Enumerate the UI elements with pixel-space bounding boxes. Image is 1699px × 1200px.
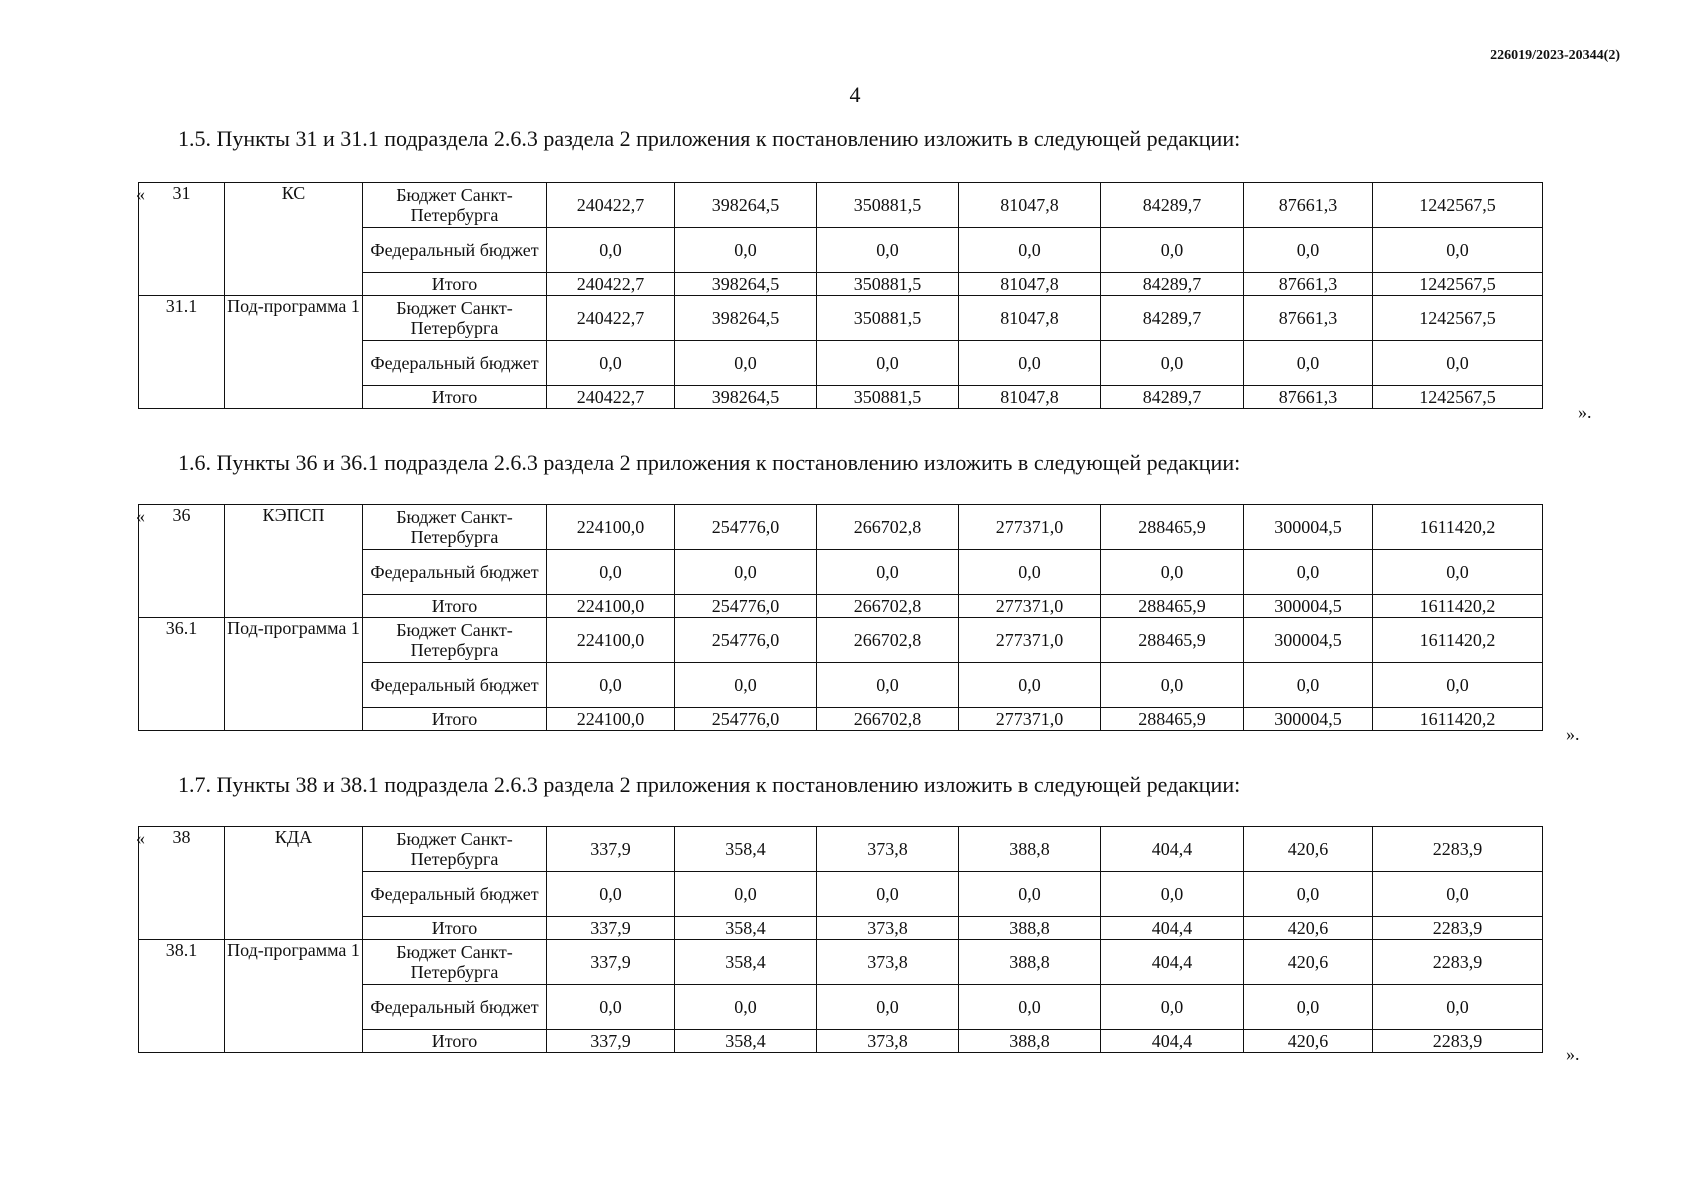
year-value: 0,0: [817, 341, 959, 386]
document-id: 226019/2023-20344(2): [1490, 48, 1620, 63]
year-value: 398264,5: [675, 273, 817, 296]
year-value: 0,0: [1101, 228, 1244, 273]
year-value: 81047,8: [959, 273, 1101, 296]
budget-table: [138, 504, 1543, 731]
executor-name: Под-программа 1: [225, 940, 363, 1053]
funding-source: Бюджет Санкт-Петербурга: [363, 296, 547, 341]
funding-source: Федеральный бюджет: [363, 228, 547, 273]
table-row: [139, 827, 1543, 872]
year-value: 0,0: [1244, 550, 1373, 595]
year-value: 373,8: [817, 940, 959, 985]
total-value: 1242567,5: [1373, 183, 1543, 228]
executor-name: КЭПСП: [225, 505, 363, 618]
open-quote-1-7: «: [136, 828, 145, 848]
year-value: 0,0: [675, 985, 817, 1030]
total-value: 2283,9: [1373, 827, 1543, 872]
section-heading-1-6: 1.6. Пункты 36 и 36.1 подраздела 2.6.3 раздела 2 приложения к постановлению изложить в следующей редакции:: [178, 450, 1241, 475]
year-value: 0,0: [1101, 550, 1244, 595]
total-value: 1611420,2: [1373, 505, 1543, 550]
executor-name: КДА: [225, 827, 363, 940]
year-value: 0,0: [675, 341, 817, 386]
table-1-5: [138, 182, 1543, 409]
year-value: 358,4: [675, 827, 817, 872]
table-row: [139, 940, 1543, 985]
year-value: 0,0: [817, 872, 959, 917]
funding-source: Бюджет Санкт-Петербурга: [363, 827, 547, 872]
executor-name: Под-программа 1: [225, 618, 363, 731]
executor-name: Под-программа 1: [225, 296, 363, 409]
year-value: 84289,7: [1101, 273, 1244, 296]
year-value: 398264,5: [675, 296, 817, 341]
year-value: 404,4: [1101, 827, 1244, 872]
year-value: 87661,3: [1244, 273, 1373, 296]
table-row: [139, 505, 1543, 550]
year-value: 0,0: [1101, 663, 1244, 708]
year-value: 277371,0: [959, 505, 1101, 550]
year-value: 0,0: [959, 872, 1101, 917]
year-value: 0,0: [817, 663, 959, 708]
year-value: 388,8: [959, 1030, 1101, 1053]
year-value: 0,0: [959, 985, 1101, 1030]
funding-source: Федеральный бюджет: [363, 985, 547, 1030]
year-value: 0,0: [547, 985, 675, 1030]
year-value: 288465,9: [1101, 618, 1244, 663]
year-value: 0,0: [675, 663, 817, 708]
year-value: 240422,7: [547, 183, 675, 228]
year-value: 420,6: [1244, 917, 1373, 940]
year-value: 398264,5: [675, 386, 817, 409]
year-value: 288465,9: [1101, 505, 1244, 550]
year-value: 373,8: [817, 917, 959, 940]
year-value: 420,6: [1244, 1030, 1373, 1053]
open-quote-1-5: «: [136, 184, 145, 204]
year-value: 87661,3: [1244, 386, 1373, 409]
year-value: 254776,0: [675, 505, 817, 550]
year-value: 0,0: [547, 341, 675, 386]
section-heading-1-5: 1.5. Пункты 31 и 31.1 подраздела 2.6.3 раздела 2 приложения к постановлению изложить в следующей редакции:: [178, 126, 1241, 151]
year-value: 240422,7: [547, 296, 675, 341]
year-value: 0,0: [547, 550, 675, 595]
year-value: 0,0: [1244, 228, 1373, 273]
total-value: 1242567,5: [1373, 296, 1543, 341]
total-value: 1611420,2: [1373, 708, 1543, 731]
table-row: [139, 296, 1543, 341]
year-value: 0,0: [1101, 341, 1244, 386]
year-value: 266702,8: [817, 618, 959, 663]
year-value: 0,0: [1244, 872, 1373, 917]
year-value: 266702,8: [817, 708, 959, 731]
year-value: 0,0: [959, 663, 1101, 708]
total-value: 1611420,2: [1373, 618, 1543, 663]
year-value: 0,0: [959, 228, 1101, 273]
year-value: 358,4: [675, 940, 817, 985]
year-value: 300004,5: [1244, 618, 1373, 663]
total-value: 0,0: [1373, 985, 1543, 1030]
table-row: [139, 618, 1543, 663]
year-value: 224100,0: [547, 618, 675, 663]
funding-source: Федеральный бюджет: [363, 550, 547, 595]
year-value: 350881,5: [817, 273, 959, 296]
year-value: 420,6: [1244, 940, 1373, 985]
year-value: 404,4: [1101, 940, 1244, 985]
item-number: 31: [139, 183, 225, 296]
year-value: 254776,0: [675, 708, 817, 731]
year-value: 388,8: [959, 940, 1101, 985]
total-value: 0,0: [1373, 341, 1543, 386]
year-value: 0,0: [817, 985, 959, 1030]
budget-table: [138, 182, 1543, 409]
funding-source: Федеральный бюджет: [363, 663, 547, 708]
funding-source: Итого: [363, 273, 547, 296]
year-value: 350881,5: [817, 296, 959, 341]
total-value: 0,0: [1373, 228, 1543, 273]
close-quote-1-6: ».: [1566, 724, 1580, 744]
total-value: 2283,9: [1373, 917, 1543, 940]
year-value: 337,9: [547, 917, 675, 940]
year-value: 0,0: [1101, 872, 1244, 917]
year-value: 254776,0: [675, 618, 817, 663]
year-value: 420,6: [1244, 827, 1373, 872]
funding-source: Итого: [363, 708, 547, 731]
year-value: 0,0: [1244, 985, 1373, 1030]
year-value: 224100,0: [547, 505, 675, 550]
year-value: 254776,0: [675, 595, 817, 618]
item-number: 38: [139, 827, 225, 940]
year-value: 87661,3: [1244, 296, 1373, 341]
funding-source: Бюджет Санкт-Петербурга: [363, 940, 547, 985]
total-value: 1242567,5: [1373, 273, 1543, 296]
year-value: 81047,8: [959, 183, 1101, 228]
year-value: 277371,0: [959, 708, 1101, 731]
year-value: 0,0: [547, 228, 675, 273]
year-value: 398264,5: [675, 183, 817, 228]
year-value: 0,0: [1244, 341, 1373, 386]
close-quote-1-7: ».: [1566, 1044, 1580, 1064]
year-value: 404,4: [1101, 917, 1244, 940]
year-value: 288465,9: [1101, 595, 1244, 618]
year-value: 81047,8: [959, 296, 1101, 341]
year-value: 81047,8: [959, 386, 1101, 409]
year-value: 277371,0: [959, 618, 1101, 663]
item-number: 36.1: [139, 618, 225, 731]
year-value: 84289,7: [1101, 386, 1244, 409]
year-value: 84289,7: [1101, 296, 1244, 341]
year-value: 0,0: [1101, 985, 1244, 1030]
year-value: 266702,8: [817, 505, 959, 550]
total-value: 0,0: [1373, 550, 1543, 595]
year-value: 84289,7: [1101, 183, 1244, 228]
year-value: 358,4: [675, 917, 817, 940]
funding-source: Итого: [363, 917, 547, 940]
year-value: 0,0: [1244, 663, 1373, 708]
total-value: 0,0: [1373, 663, 1543, 708]
funding-source: Федеральный бюджет: [363, 872, 547, 917]
funding-source: Бюджет Санкт-Петербурга: [363, 183, 547, 228]
total-value: 1611420,2: [1373, 595, 1543, 618]
funding-source: Федеральный бюджет: [363, 341, 547, 386]
year-value: 350881,5: [817, 183, 959, 228]
year-value: 0,0: [675, 872, 817, 917]
year-value: 240422,7: [547, 273, 675, 296]
item-number: 36: [139, 505, 225, 618]
year-value: 224100,0: [547, 595, 675, 618]
year-value: 358,4: [675, 1030, 817, 1053]
funding-source: Итого: [363, 595, 547, 618]
total-value: 2283,9: [1373, 940, 1543, 985]
total-value: 2283,9: [1373, 1030, 1543, 1053]
funding-source: Итого: [363, 1030, 547, 1053]
funding-source: Бюджет Санкт-Петербурга: [363, 618, 547, 663]
year-value: 0,0: [675, 550, 817, 595]
year-value: 0,0: [675, 228, 817, 273]
funding-source: Итого: [363, 386, 547, 409]
close-quote-1-5: ».: [1578, 402, 1592, 422]
total-value: 0,0: [1373, 872, 1543, 917]
year-value: 0,0: [547, 872, 675, 917]
year-value: 0,0: [817, 550, 959, 595]
year-value: 87661,3: [1244, 183, 1373, 228]
year-value: 224100,0: [547, 708, 675, 731]
year-value: 0,0: [959, 550, 1101, 595]
year-value: 0,0: [817, 228, 959, 273]
executor-name: КС: [225, 183, 363, 296]
item-number: 38.1: [139, 940, 225, 1053]
table-1-6: [138, 504, 1543, 731]
year-value: 373,8: [817, 827, 959, 872]
open-quote-1-6: «: [136, 506, 145, 526]
year-value: 0,0: [959, 341, 1101, 386]
year-value: 373,8: [817, 1030, 959, 1053]
total-value: 1242567,5: [1373, 386, 1543, 409]
section-heading-1-7: 1.7. Пункты 38 и 38.1 подраздела 2.6.3 раздела 2 приложения к постановлению изложить в следующей редакции:: [178, 772, 1241, 797]
year-value: 404,4: [1101, 1030, 1244, 1053]
year-value: 277371,0: [959, 595, 1101, 618]
item-number: 31.1: [139, 296, 225, 409]
year-value: 337,9: [547, 1030, 675, 1053]
year-value: 240422,7: [547, 386, 675, 409]
budget-table: [138, 826, 1543, 1053]
year-value: 337,9: [547, 827, 675, 872]
year-value: 0,0: [547, 663, 675, 708]
year-value: 288465,9: [1101, 708, 1244, 731]
year-value: 337,9: [547, 940, 675, 985]
year-value: 388,8: [959, 917, 1101, 940]
table-row: [139, 183, 1543, 228]
table-1-7: [138, 826, 1543, 1053]
page-number: 4: [849, 82, 861, 107]
year-value: 266702,8: [817, 595, 959, 618]
year-value: 300004,5: [1244, 708, 1373, 731]
funding-source: Бюджет Санкт-Петербурга: [363, 505, 547, 550]
year-value: 300004,5: [1244, 595, 1373, 618]
year-value: 350881,5: [817, 386, 959, 409]
year-value: 300004,5: [1244, 505, 1373, 550]
year-value: 388,8: [959, 827, 1101, 872]
